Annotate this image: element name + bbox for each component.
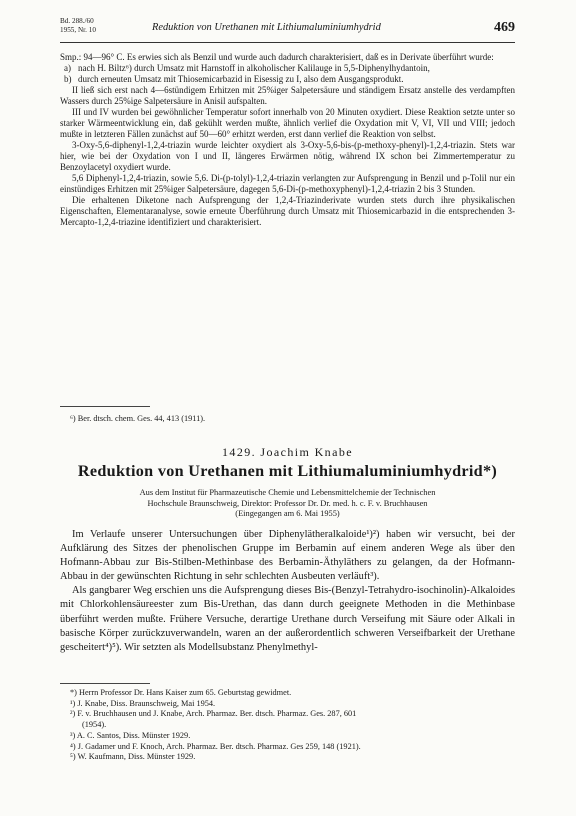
footnote: *) Herrn Professor Dr. Hans Kaiser zum 65. Geburtstag gewidmet. (70, 688, 292, 697)
footnote: ⁴) J. Gadamer und F. Knoch, Arch. Pharmaz. Ber. dtsch. Pharmaz. Ges 259, 148 (1921). (70, 741, 361, 751)
journal-volume-line: Bd. 288./60 (60, 17, 94, 25)
running-title: Reduktion von Urethanen mit Lithiumaluminiumhydrid (152, 22, 381, 33)
previous-article-text (60, 52, 515, 228)
article-affiliation (70, 488, 505, 520)
footnote-rule (60, 406, 150, 407)
article-author: 1429. Joachim Knabe (222, 445, 353, 459)
paragraph: Smp.: 94—96° C. Es erwies sich als Benzil und wurde auch dadurch charakterisiert, daß es in Derivate überführt wurde: (60, 52, 494, 62)
footnote: ³) A. C. Santos, Diss. Münster 1929. (70, 730, 191, 740)
footnote: ¹) J. Knabe, Diss. Braunschweig, Mai 1954. (70, 698, 216, 708)
article-body (60, 528, 515, 655)
list-text: durch erneuten Umsatz mit Thiosemicarbazid in Eisessig zu I, also dem Ausgangsprodukt. (78, 74, 404, 84)
list-text: nach H. Biltz⁶) durch Umsatz mit Harnstoff in alkoholischer Kalilauge in 5,5-Diphenylhydantoin, (78, 63, 430, 73)
paragraph: Die erhaltenen Diketone nach Aufsprengung der 1,2,4-Triazinderivate wurden stets durch ihre physikalischen Eigenschaften, Elementaranalyse, sowie erneute Überführung durch Umsatz mit Thiosemicarbazid in die entsprechenden 3-Mercapto-1,2,4-triazine identifiziert und charakterisiert. (60, 195, 515, 227)
list-item (60, 74, 515, 85)
page-header (60, 17, 515, 43)
received-date: (Eingegangen am 6. Mai 1955) (235, 509, 340, 519)
header-rule (60, 42, 515, 43)
footnote: ⁵) W. Kaufmann, Diss. Münster 1929. (70, 752, 196, 762)
affiliation-line: Hochschule Braunschweig, Direktor: Professor Dr. Dr. med. h. c. F. v. Bruchhausen (147, 498, 428, 508)
paragraph: III und IV wurden bei gewöhnlicher Temperatur sofort innerhalb von 20 Minuten oxydiert. Diese Reaktion setzte unter so starker Wärmeentwicklung ein, daß gekühlt werden mußte, ähnlich verlief die Oxydation mit V, VI, VII und VIII; jedoch mußte in letzteren Fällen zunächst auf 50—60° erhitzt werden, erst dann verlief die Reaktion von selbst. (60, 107, 515, 139)
article-title: Reduktion von Urethanen mit Lithiumaluminiumhydrid*) (77, 462, 498, 480)
list-item (60, 63, 515, 74)
journal-volume (60, 17, 96, 34)
paragraph: 3-Oxy-5,6-diphenyl-1,2,4-triazin wurde leichter oxydiert als 3-Oxy-5,6-bis-(p-methoxy-phenyl)-1,2,4-triazin. Stets war hier, wie bei der Oxydation von I und II, längeres Erwärmen nötig, während IX schon bei Zimmertemperatur zu Benzoylacetyl oxydiert wurde. (60, 140, 515, 172)
footnote-continuation: (1954). (82, 720, 107, 730)
paragraph: 5,6 Diphenyl-1,2,4-triazin, sowie 5,6. Di-(p-tolyl)-1,2,4-triazin verlangten zur Aufsprengung in Benzil und p-Tolil nur ein einstündiges Erhitzen mit 25%iger Salpetersäure, dagegen 5,6-Di-(p-methoxyphenyl)-1,2,4-triazin 2 bis 3 Stunden. (60, 173, 515, 194)
page-number: 469 (494, 20, 515, 35)
paragraph: Als gangbarer Weg erschien uns die Aufsprengung dieses Bis-(Benzyl-Tetrahydro-isochinolin)-Alkaloides mit Chlorkohlensäureester zum Bis-Urethan, das dann durch geeignete Methoden in die Methinbase überführt werden mußte. Frühere Versuche, derartige Urethane durch Verseifung mit Säure oder Alkali in basische Körper zurückzuverwandeln, waren an der außerordentlich schweren Verseifbarkeit der Urethane gescheitert⁴)⁵). Wir setzten als Modellsubstanz Phenylmethyl- (60, 585, 515, 653)
paragraph: II ließ sich erst nach 4—6stündigem Erhitzen mit 25%iger Salpetersäure und ständigem Ersatz anstelle des verdampften Wassers durch 25%ige Salpetersäure in Anisil aufspalten. (60, 85, 515, 106)
footnote-rule (60, 683, 150, 684)
journal-year-line: 1955, Nr. 10 (60, 25, 96, 34)
list-label: a) (64, 63, 71, 73)
footnote: ⁶) Ber. dtsch. chem. Ges. 44, 413 (1911). (70, 414, 206, 423)
footnote: ²) F. v. Bruchhausen und J. Knabe, Arch. Pharmaz. Ber. dtsch. Pharmaz. Ges. 287, 601 (70, 709, 357, 719)
affiliation-line: Aus dem Institut für Pharmazeutische Chemie und Lebensmittelchemie der Technischen (139, 488, 436, 497)
list-label: b) (64, 74, 72, 84)
paragraph: Im Verlaufe unserer Untersuchungen über Diphenylätheralkaloide¹)²) haben wir versucht, bei der Aufklärung des Sitzes der phenolischen Gruppe im Berbamin auf einem anderen Wege als über den Hofmann-Abbau zur Bis-Stilben-Methinbase des Berbamin-Äthyläthers zu gelangen, da der Hofmann-Abbau in der gewünschten Richtung in sehr schlechten Ausbeuten verläuft³). (60, 529, 515, 583)
footnotes (70, 688, 510, 763)
